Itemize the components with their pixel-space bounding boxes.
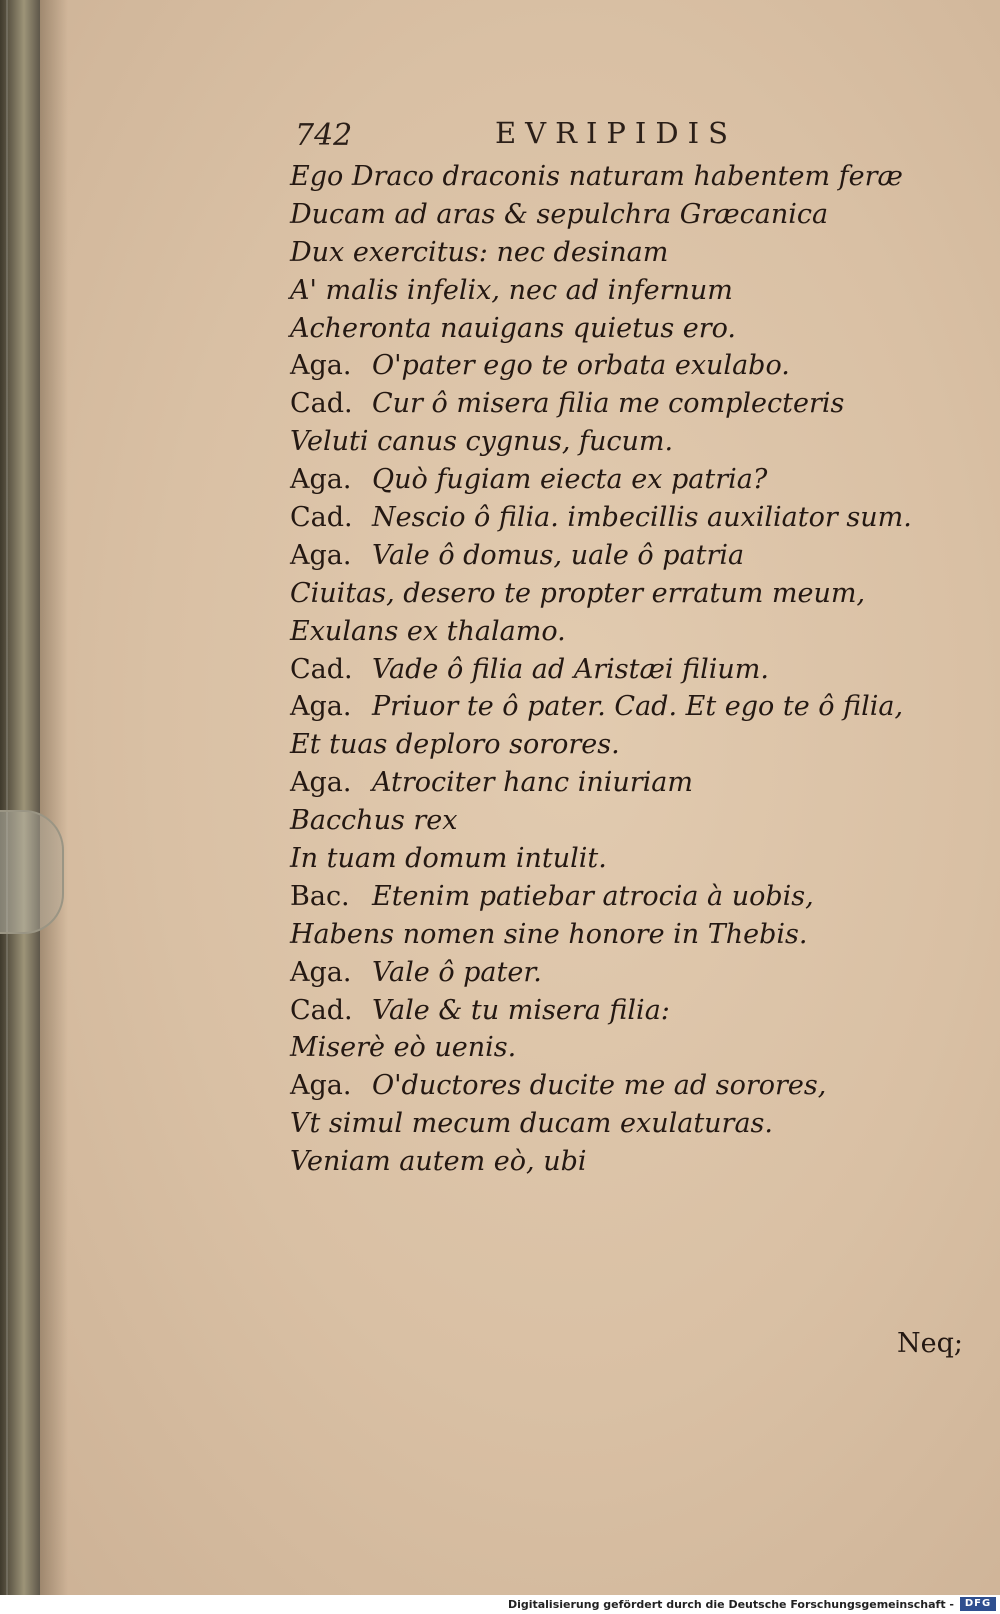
speaker-label: Cad. — [290, 388, 353, 420]
verse-text: Atrociter hanc iniuriam — [372, 767, 693, 799]
book-spine-edge — [0, 0, 40, 1595]
verse-text: A' malis infelix, nec ad infernum — [290, 274, 733, 306]
verse-line — [290, 651, 930, 689]
verse-line — [290, 1143, 930, 1181]
verse-line — [290, 954, 930, 992]
speaker-label: Cad. — [290, 653, 353, 685]
speaker-label: Cad. — [290, 502, 353, 534]
running-title: EVRIPIDIS — [495, 116, 737, 150]
verse-line — [290, 1067, 930, 1105]
speaker-label: Aga. — [290, 1070, 352, 1102]
verse-line — [290, 688, 930, 726]
verse-text: Ego Draco draconis naturam habentem feræ — [290, 161, 903, 192]
verse-text: Veluti canus cygnus, fucum. — [290, 426, 674, 458]
verse-line — [290, 726, 930, 764]
verse-text: Habens nomen sine honore in Thebis. — [290, 918, 808, 950]
catchword: Neq; — [897, 1328, 963, 1359]
dfg-logo: DFG — [960, 1597, 996, 1611]
verse-text: Veniam autem eò, ubi — [290, 1146, 587, 1178]
verse-line — [290, 840, 930, 878]
verse-text: Bacchus rex — [290, 805, 458, 837]
page-number: 742 — [295, 118, 353, 153]
speaker-label: Bac. — [290, 880, 350, 912]
verse-text: Dux exercitus: nec desinam — [290, 236, 669, 268]
page-header — [295, 112, 815, 152]
verse-line — [290, 272, 930, 310]
verse-line — [290, 916, 930, 954]
verse-line — [290, 423, 930, 461]
verse-line — [290, 802, 930, 840]
verse-line — [290, 347, 930, 385]
speaker-label: Cad. — [290, 994, 353, 1026]
verse-line — [290, 461, 930, 499]
verse-line — [290, 310, 930, 348]
verse-text: Quò fugiam eiecta ex patria? — [372, 464, 768, 496]
verse-line — [290, 878, 930, 916]
verse-line — [290, 385, 930, 423]
verse-line — [290, 196, 930, 234]
verse-text: Et tuas deploro sorores. — [290, 729, 620, 761]
verse-text: Miserè eò uenis. — [290, 1032, 517, 1064]
verse-text: Vale ô pater. — [372, 956, 542, 988]
speaker-label: Aga. — [290, 956, 352, 988]
verse-line — [290, 764, 930, 802]
funding-credit: Digitalisierung gefördert durch die Deutsche Forschungsgemeinschaft - — [507, 1598, 954, 1611]
verse-line — [290, 613, 930, 651]
verse-line — [290, 1029, 930, 1067]
verse-text: O'pater ego te orbata exulabo. — [372, 350, 790, 382]
verse-text-block — [290, 158, 930, 1181]
speaker-label: Aga. — [290, 691, 352, 723]
verse-text: Vale & tu misera filia: — [372, 994, 670, 1026]
verse-text: Vt simul mecum ducam exulaturas. — [290, 1108, 773, 1140]
speaker-label: Aga. — [290, 350, 352, 382]
verse-text: Priuor te ô pater. Cad. Et ego te ô filia, — [372, 691, 904, 723]
verse-text: Cur ô misera filia me complecteris — [372, 388, 845, 420]
page-gutter-shadow — [40, 0, 68, 1595]
speaker-label: Aga. — [290, 464, 352, 496]
verse-text: Etenim patiebar atrocia à uobis, — [372, 880, 814, 912]
verse-line — [290, 1105, 930, 1143]
verse-line — [290, 537, 930, 575]
verse-text: In tuam domum intulit. — [290, 843, 607, 875]
verse-line — [290, 234, 930, 272]
verse-line — [290, 992, 930, 1030]
page-clip — [0, 810, 64, 934]
speaker-label: Aga. — [290, 767, 352, 799]
verse-text: Ducam ad aras & sepulchra Græcanica — [290, 198, 829, 230]
speaker-label: Aga. — [290, 539, 352, 571]
verse-line — [290, 499, 930, 537]
verse-text: O'ductores ducite me ad sorores, — [372, 1070, 827, 1102]
verse-text: Exulans ex thalamo. — [290, 615, 566, 647]
verse-line — [290, 575, 930, 613]
verse-line — [290, 158, 930, 196]
verse-text: Acheronta nauigans quietus ero. — [290, 312, 737, 344]
verse-text: Vale ô domus, uale ô patria — [372, 539, 745, 571]
verse-text: Ciuitas, desero te propter erratum meum, — [290, 577, 866, 609]
verse-text: Vade ô filia ad Aristæi filium. — [372, 653, 769, 685]
verse-text: Nescio ô filia. imbecillis auxiliator sum. — [372, 502, 912, 534]
